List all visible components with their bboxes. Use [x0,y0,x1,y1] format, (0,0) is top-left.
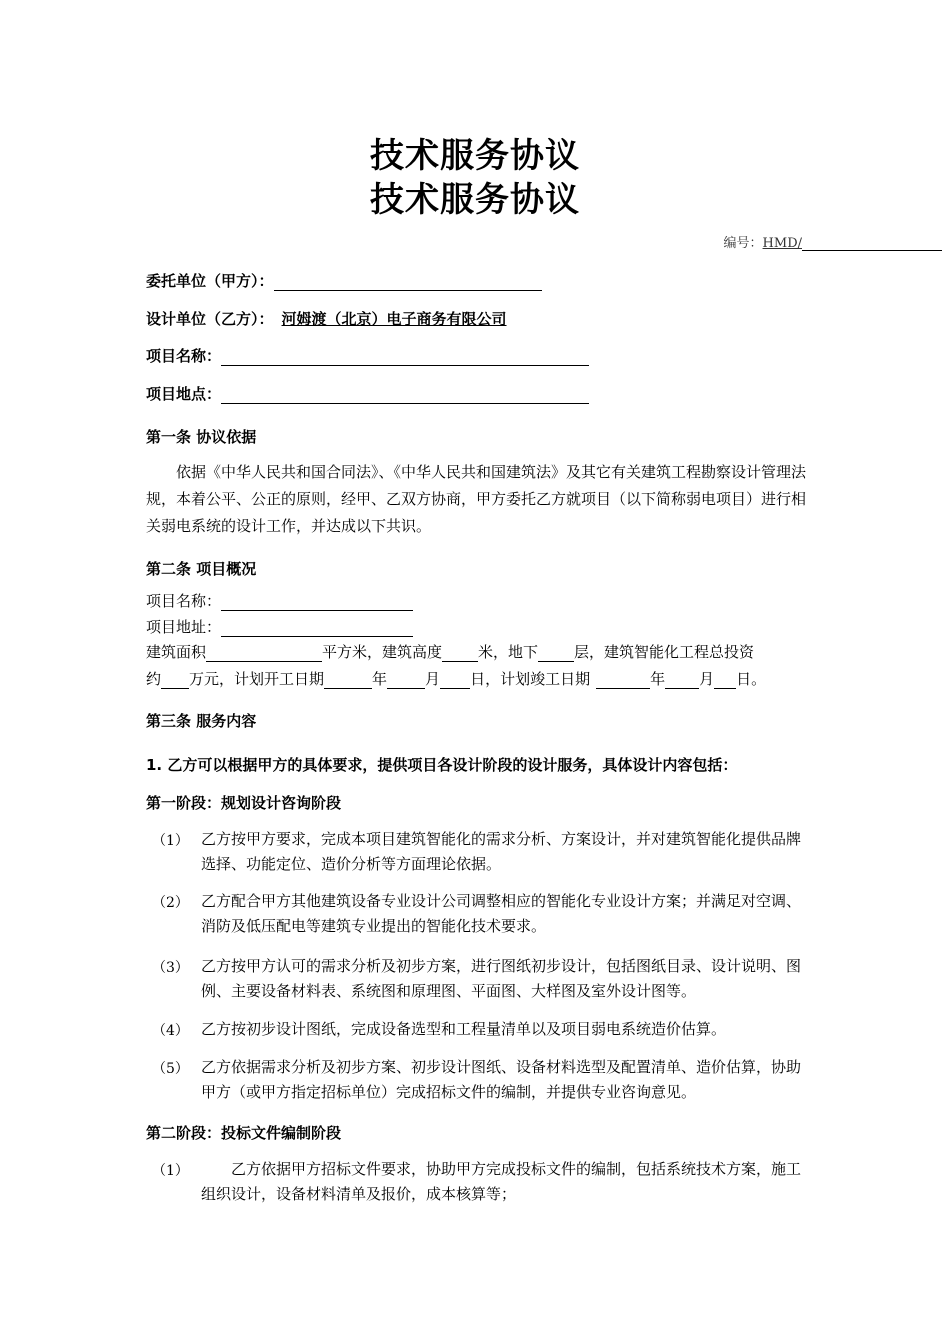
stage1-item-1-num: （1） [152,833,189,849]
stage1-item-5-text: 乙方依据需求分析及初步方案、初步设计图纸、设备材料选型及配置清单、造价估算，协助甲方（或甲方指定招标单位）完成招标文件的编制，并提供专业咨询意见。 [201,1058,802,1101]
stage1-item-2-num: （2） [152,895,189,911]
area-label: 建筑面积 [146,643,207,661]
project-name-label: 项目名称： [146,347,222,365]
designer-field [146,308,515,329]
start-date-label: 万元，计划开工日期 [189,670,325,688]
basement-blank[interactable] [538,645,574,662]
document-number-blank[interactable] [802,237,942,251]
area-blank[interactable] [206,645,322,662]
designer-value: 河姆渡（北京）电子商务有限公司 [281,310,507,328]
stage1-item-2-text: 乙方配合甲方其他建筑设备专业设计公司调整相应的智能化专业设计方案；并满足对空调、消防及低压配电等建筑专业提出的智能化技术要求。 [201,892,802,935]
stage1-item-3-num: （3） [152,960,189,976]
stage2-item-1-num: （1） [152,1163,189,1179]
overview-name-blank[interactable] [221,594,413,611]
sqm-label: 平方米，建筑高度 [322,643,443,661]
floor-label: 层，建筑智能化工程总投资 [574,643,755,661]
article2-heading: 第二条 项目概况 [146,560,257,578]
project-name-blank[interactable] [221,349,589,366]
project-name-field [146,345,589,366]
overview-line-2 [146,668,766,689]
client-field [146,270,542,291]
overview-line-1 [146,641,754,662]
article1-body: 依据《中华人民共和国合同法》、《中华人民共和国建筑法》及其它有关建筑工程勘察设计管理法规，本着公平、公正的原则，经甲、乙双方协商，甲方委托乙方就项目（以下简称弱电项目）进行相关弱电系统的设计工作，并达成以下共识。 [146,463,807,535]
stage1-item-1-text: 乙方按甲方要求，完成本项目建筑智能化的需求分析、方案设计，并对建筑智能化提供品牌选择、功能定位、造价分析等方面理论依据。 [201,830,802,873]
designer-label: 设计单位（乙方）： [146,310,274,328]
stage1-item-4-num: （4） [152,1023,189,1039]
investment-blank[interactable] [161,672,189,689]
overview-name-field [146,590,413,611]
project-site-blank[interactable] [221,387,589,404]
document-number-prefix: HMD/ [762,236,802,251]
overview-address-label: 项目地址： [146,618,222,636]
end-date-label: 日，计划竣工日期 [470,670,591,688]
start-month-label: 月 [425,670,441,688]
start-year-blank[interactable] [324,672,372,689]
end-year-blank[interactable] [596,672,650,689]
meter-label: 米，地下 [478,643,539,661]
end-day-label: 日。 [736,670,767,688]
stage1-item-5-num: （5） [152,1061,189,1077]
document-title: 技术服务协议 [370,136,580,176]
start-year-label: 年 [372,670,388,688]
client-blank[interactable] [274,274,542,291]
client-label: 委托单位（甲方）： [146,272,274,290]
stage1-item-3-text: 乙方按甲方认可的需求分析及初步方案，进行图纸初步设计，包括图纸目录、设计说明、图例、主要设备材料表、系统图和原理图、平面图、大样图及室外设计图等。 [201,957,802,1000]
document-number-label: 编号： [723,236,763,251]
stage1-heading: 第一阶段：规划设计咨询阶段 [146,794,342,812]
document-number [724,232,942,251]
end-day-blank[interactable] [714,672,736,689]
end-month-blank[interactable] [665,672,699,689]
start-day-blank[interactable] [440,672,470,689]
overview-address-blank[interactable] [221,620,413,637]
overview-name-label: 项目名称： [146,592,222,610]
stage2-heading: 第二阶段：投标文件编制阶段 [146,1124,342,1142]
overview-address-field [146,616,413,637]
end-month-label: 月 [699,670,715,688]
project-site-field [146,383,589,404]
article1-heading: 第一条 协议依据 [146,428,257,446]
approx-label: 约 [146,670,162,688]
end-year-label: 年 [650,670,666,688]
article3-heading: 第三条 服务内容 [146,712,257,730]
service-point-1: 1. 乙方可以根据甲方的具体要求，提供项目各设计阶段的设计服务，具体设计内容包括： [146,756,738,774]
height-blank[interactable] [442,645,478,662]
stage1-item-4-text: 乙方按初步设计图纸，完成设备选型和工程量清单以及项目弱电系统造价估算。 [201,1020,727,1038]
start-month-blank[interactable] [387,672,425,689]
document-title-repeat: 技术服务协议 [370,180,580,220]
project-site-label: 项目地点： [146,385,222,403]
stage2-item-1-text: 乙方依据甲方招标文件要求，协助甲方完成投标文件的编制，包括系统技术方案，施工组织设计，设备材料清单及报价，成本核算等； [201,1160,802,1203]
